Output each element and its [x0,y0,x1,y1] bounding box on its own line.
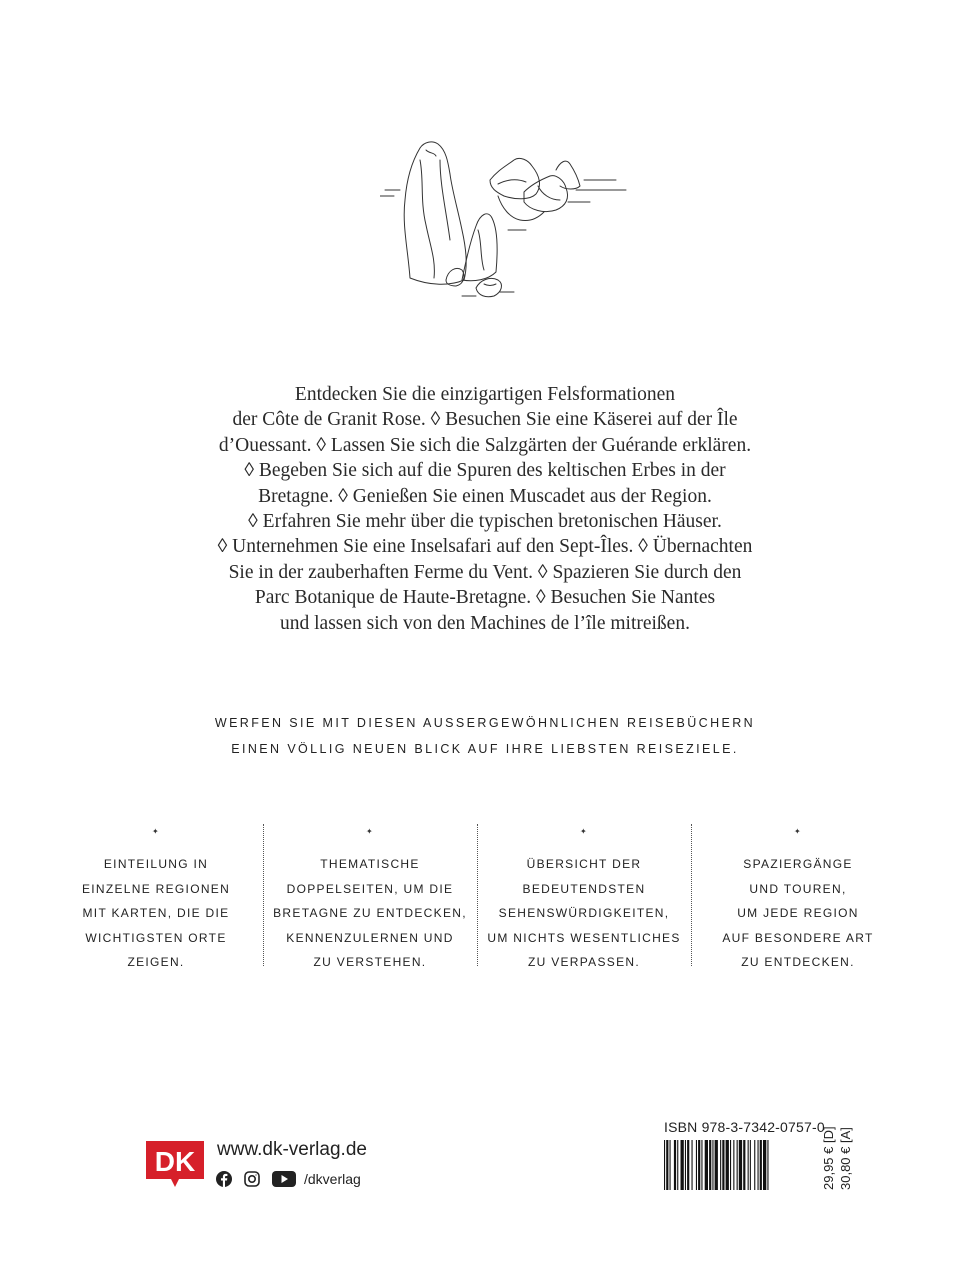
barcode-bar [750,1140,751,1190]
intro-line: ◊ Begeben Sie sich auf die Spuren des keltischen Erbes in der [244,460,726,482]
feature-columns [49,824,905,969]
feature-line: UND TOUREN, [749,881,847,896]
price-germany: 29,95 € [D] [821,1126,836,1190]
tagline-line: WERFEN SIE MIT DIESEN AUSSERGEWÖHNLICHEN REISEBÜCHERN [214,716,756,730]
barcode-bar [726,1140,729,1190]
feature-line: BEDEUTENDSTEN [522,881,646,896]
barcode-bar [715,1140,718,1190]
barcode-bar [730,1140,731,1190]
youtube-icon[interactable] [272,1171,296,1187]
feature-line: WICHTIGSTEN ORTE [85,930,227,945]
feature-line: KENNENZULERNEN UND [286,930,454,945]
dk-logo [146,1141,204,1187]
dk-logo-text: DK [154,1146,196,1177]
intro-line: und lassen sich von den Machines de l’île mitreißen. [280,612,690,634]
barcode-bar [681,1140,684,1190]
barcode [664,1140,814,1190]
barcode-bar [709,1140,711,1190]
feature-line: ÜBERSICHT DER [526,857,642,871]
social-links [216,1170,361,1188]
feature-line: ZU ENTDECKEN. [741,955,855,969]
feature-line: ZEIGEN. [127,955,185,969]
barcode-bar [748,1140,749,1190]
barcode-bar [733,1140,734,1190]
barcode-bar [696,1140,697,1190]
barcode-bar [712,1140,713,1190]
feature-line: EINTEILUNG IN [103,857,209,871]
feature-line: BRETAGNE ZU ENTDECKEN, [273,906,467,920]
barcode-bar [666,1140,668,1190]
feature-column-walks [691,824,905,969]
tagline [140,710,830,762]
feature-line: UM JEDE REGION [737,906,859,920]
feature-line: ZU VERPASSEN. [527,955,641,969]
intro-line: Bretagne. ◊ Genießen Sie einen Muscadet aus der Region. [258,485,712,507]
instagram-icon[interactable] [244,1171,260,1187]
publisher-website[interactable]: www.dk-verlag.de [217,1139,367,1160]
barcode-bar [737,1140,738,1190]
barcode-bar [698,1140,700,1190]
isbn-number: ISBN 978-3-7342-0757-0 [664,1119,825,1135]
barcode-bar [692,1140,693,1190]
barcode-bar [670,1140,671,1190]
barcode-bar [758,1140,759,1190]
barcode-bar [674,1140,676,1190]
feature-bullet: ✦ [579,827,588,836]
tagline-line: EINEN VÖLLIG NEUEN BLICK AUF IHRE LIEBSTEN REISEZIELE. [231,742,739,756]
barcode-bar [743,1140,745,1190]
feature-line: DOPPELSEITEN, UM DIE [286,881,454,896]
barcode-bar [705,1140,708,1190]
feature-line: UM NICHTS WESENTLICHES [487,930,681,945]
barcode-bar [722,1140,724,1190]
social-handle[interactable]: /dkverlag [304,1171,361,1187]
rock-formation-illustration [380,130,630,310]
feature-line: THEMATISCHE [320,857,420,871]
intro-line: ◊ Unternehmen Sie eine Inselsafari auf den Sept-Îles. ◊ Übernachten [217,536,753,558]
barcode-bar [677,1140,678,1190]
intro-line: d’Ouessant. ◊ Lassen Sie sich die Salzgärten der Guérande erklären. [218,434,752,456]
feature-column-regions [49,824,263,969]
price-austria: 30,80 € [A] [838,1127,853,1190]
barcode-bar [701,1140,702,1190]
barcode-bar [720,1140,721,1190]
barcode-bar [739,1140,742,1190]
intro-line: Parc Botanique de Haute-Bretagne. ◊ Besuchen Sie Nantes [254,587,716,609]
barcode-bar [760,1140,762,1190]
intro-line: Sie in der zauberhaften Ferme du Vent. ◊ Spazieren Sie durch den [228,561,742,583]
barcode-bar [687,1140,689,1190]
intro-paragraph [140,382,830,636]
feature-bullet: ✦ [365,827,374,836]
barcode-bar [685,1140,686,1190]
feature-line: SEHENSWÜRDIGKEITEN, [498,906,670,920]
feature-bullet: ✦ [793,827,802,836]
intro-line: ◊ Erfahren Sie mehr über die typischen bretonischen Häuser. [248,511,722,533]
feature-line: SPAZIERGÄNGE [743,857,853,871]
feature-line: EINZELNE REGIONEN [81,881,231,896]
feature-column-sights [477,824,691,969]
barcode-bar [763,1140,766,1190]
barcode-bar [767,1140,768,1190]
feature-column-thematic [263,824,477,969]
feature-line: MIT KARTEN, DIE DIE [82,906,230,920]
barcode-bar [664,1140,665,1190]
facebook-icon[interactable] [216,1171,232,1187]
feature-bullet: ✦ [151,827,160,836]
intro-line: der Côte de Granit Rose. ◊ Besuchen Sie eine Käserei auf der Île [232,409,738,431]
feature-line: AUF BESONDERE ART [722,930,874,945]
barcode-bar [754,1140,755,1190]
intro-line: Entdecken Sie die einzigartigen Felsformationen [294,384,676,405]
price-block [820,1120,856,1190]
feature-line: ZU VERSTEHEN. [313,955,427,969]
